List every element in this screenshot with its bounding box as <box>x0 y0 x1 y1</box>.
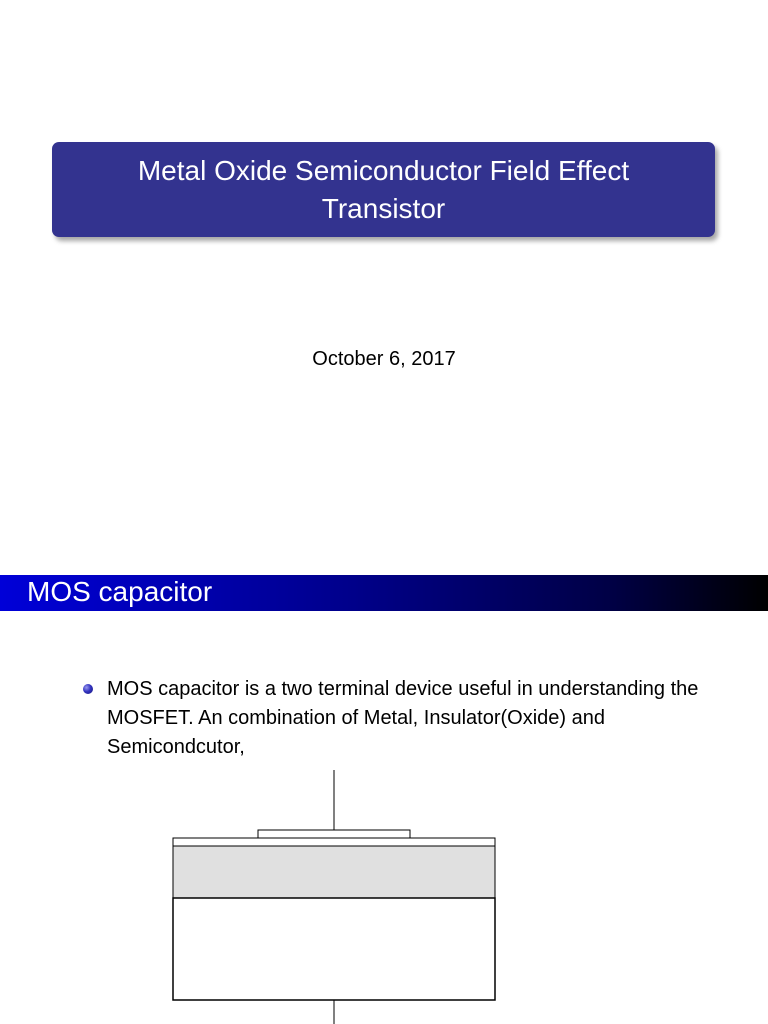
bullet-icon <box>83 684 93 694</box>
presentation-title: Metal Oxide Semiconductor Field Effect Transistor <box>137 154 630 224</box>
presentation-date: October 6, 2017 <box>312 348 456 370</box>
frame-title-bar <box>0 575 768 611</box>
oxide-layer <box>173 846 495 898</box>
metal-gate-layer <box>258 830 410 838</box>
mos-capacitor-diagram <box>0 770 768 1024</box>
list-item <box>80 675 700 762</box>
top-boundary-layer <box>173 838 495 846</box>
mos-capacitor-slide <box>0 520 768 1024</box>
bullet-list <box>80 675 700 762</box>
bullet-text: MOS capacitor is a two terminal device useful in understanding the MOSFET. An combination of Metal, Insulator(Oxide) and Semicondcutor, <box>107 678 699 758</box>
semiconductor-layer <box>173 898 495 1000</box>
frame-title: MOS capacitor <box>27 576 213 607</box>
title-block <box>52 142 715 237</box>
